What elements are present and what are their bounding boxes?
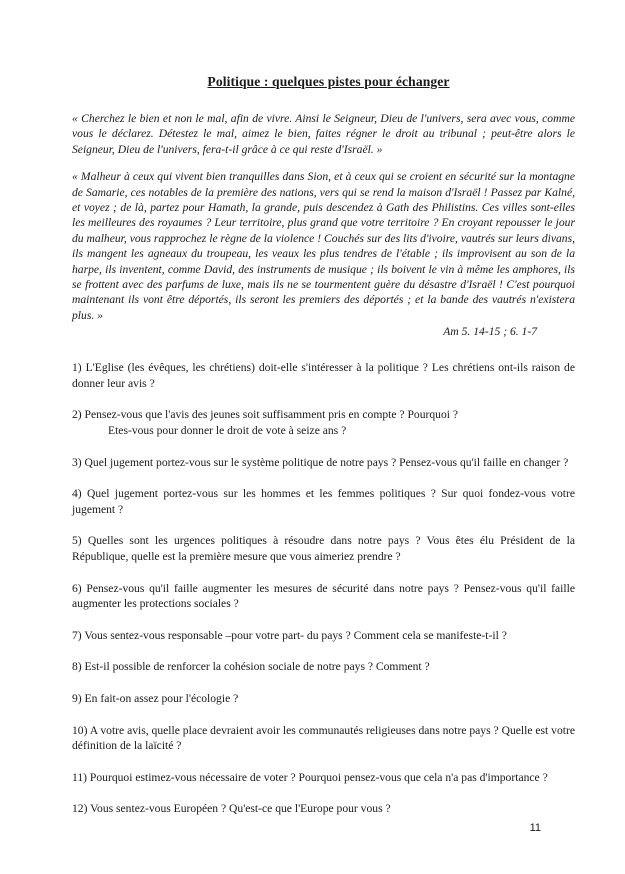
scripture-quote-1: « Cherchez le bien et non le mal, afin de vivre. Ainsi le Seigneur, Dieu de l'univers, sera avec vous, comme vous le déclarez. Détestez le mal, aimez le bien, faites régner le droit au tribunal ; peut-être alors le Seigneur, Dieu de l'univers, fera-t-il grâce à ce qui reste d'Israël. » (72, 112, 575, 156)
question-2-line-1: 2) Pensez-vous que l'avis des jeunes soit suffisamment pris en compte ? Pourquoi ? (72, 408, 459, 422)
question-5: 5) Quelles sont les urgences politiques à résoudre dans notre pays ? Vous êtes élu Président de la République, quelle est la première mesure que vous aimeriez prendre ? (72, 534, 575, 564)
question-4: 4) Quel jugement portez-vous sur les hommes et les femmes politiques ? Sur quoi fondez-vous votre jugement ? (72, 487, 575, 516)
scripture-quote-2: « Malheur à ceux qui vivent bien tranquilles dans Sion, et à ceux qui se croient en sécurité sur la montagne de Samarie, ces notables de la première des nations, vers qui se rend la maison d'Israël ! Passez par Kalné, et voyez ; de là, partez pour Hamath, la grande, puis descendez à Gath des Philistins. Ces villes sont-elles les meilleures des royaumes ? Leur territoire, plus grand que votre territoire ? En croyant repousser le jour du malheur, vous rapprochez le règne de la violence ! Couchés sur des lits d'ivoire, vautrés sur leurs divans, ils mangent les agneaux du troupeau, les veaux les plus tendres de l'étable ; ils improvisent au son de la harpe, ils inventent, comme David, des instruments de musique ; ils boivent le vin à même les amphores, ils se frottent avec des parfums de luxe, mais ils ne se tourmentent guère du désastre d'Israël ! C'est pourquoi maintenant ils vont être déportés, ils seront les premiers des déportés ; et la bande des vautrés n'existera plus. » (72, 170, 575, 322)
page-number: 11 (529, 822, 541, 834)
question-6: 6) Pensez-vous qu'il faille augmenter les mesures de sécurité dans notre pays ? Pensez-vous qu'il faille augmenter les protections sociales ? (72, 581, 575, 611)
page-title: Politique : quelques pistes pour échanger (207, 74, 450, 89)
scripture-reference: Am 5. 14-15 ; 6. 1-7 (443, 325, 537, 339)
question-8: 8) Est-il possible de renforcer la cohésion sociale de notre pays ? Comment ? (72, 660, 430, 674)
question-list (72, 360, 575, 817)
question-2 (72, 407, 575, 438)
question-1: 1) L'Eglise (les évêques, les chrétiens) doit-elle s'intéresser à la politique ? Les chrétiens ont-ils raison de donner leur avis ? (72, 361, 575, 390)
question-11: 11) Pourquoi estimez-vous nécessaire de voter ? Pourquoi pensez-vous que cela n'a pas d'importance ? (72, 770, 548, 784)
question-10: 10) A votre avis, quelle place devraient avoir les communautés religieuses dans notre pays ? Quelle est votre définition de la laïcité ? (72, 723, 575, 753)
question-7: 7) Vous sentez-vous responsable –pour votre part- du pays ? Comment cela se manifeste-t-il ? (72, 628, 507, 642)
question-3: 3) Quel jugement portez-vous sur le système politique de notre pays ? Pensez-vous qu'il faille en changer ? (72, 455, 569, 469)
question-2-line-2: Etes-vous pour donner le droit de vote à seize ans ? (108, 424, 347, 438)
question-12: 12) Vous sentez-vous Européen ? Qu'est-ce que l'Europe pour vous ? (72, 802, 391, 816)
question-9: 9) En fait-on assez pour l'écologie ? (72, 692, 239, 705)
